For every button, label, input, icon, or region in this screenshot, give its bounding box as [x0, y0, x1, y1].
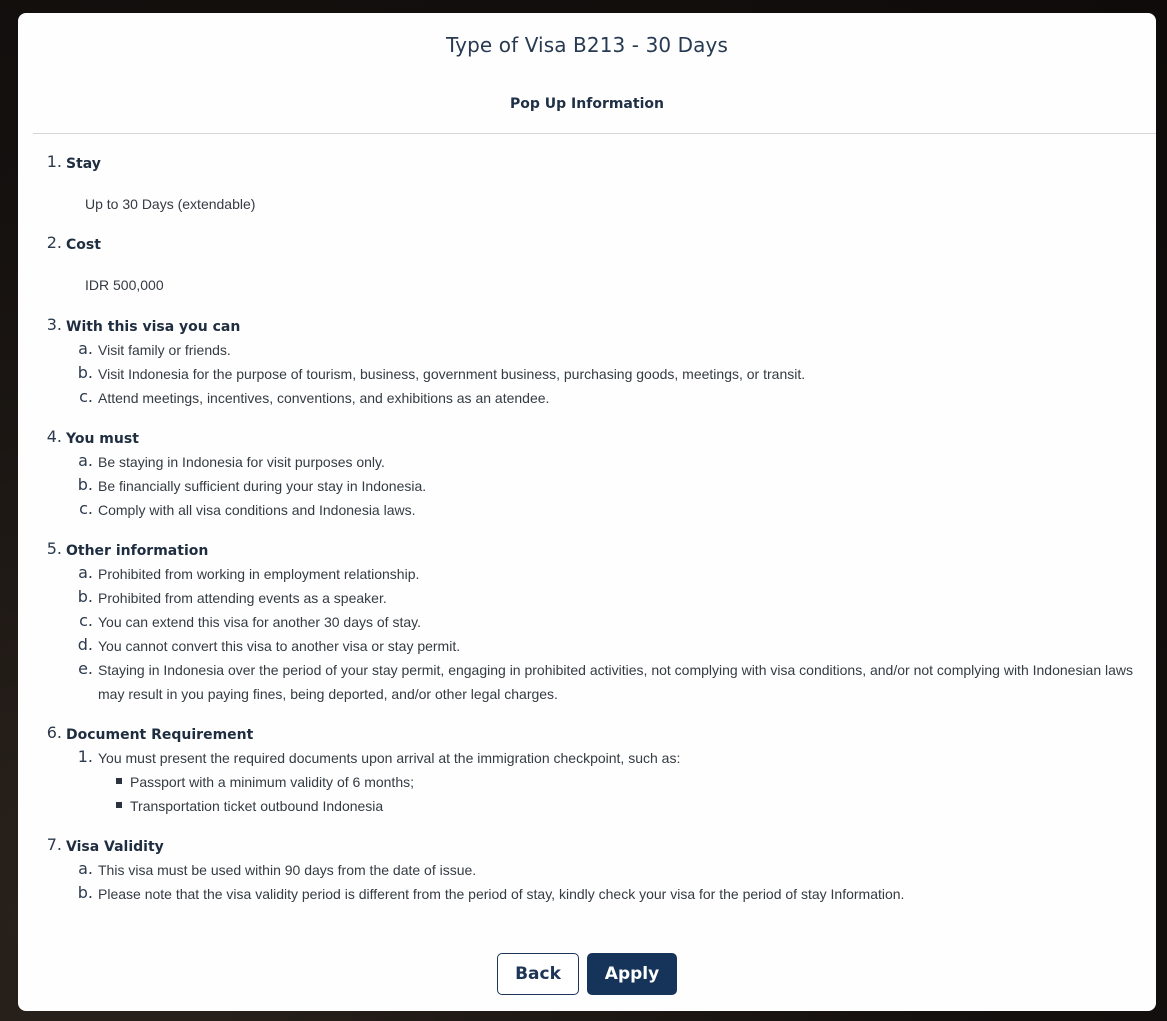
- section-number: 3.: [46, 315, 62, 334]
- list-item-marker: c.: [79, 387, 93, 406]
- list-item: Staying in Indonesia over the period of your stay permit, engaging in prohibited activities, not complying with visa conditions, and/or not complying with Indonesian laws may result in you paying fines, being deported, and/or other legal charges.: [98, 662, 1134, 702]
- list-item-marker: a.: [78, 859, 93, 878]
- document-item: Transportation ticket outbound Indonesia: [130, 798, 384, 814]
- stay-duration: Up to 30 Days (extendable): [85, 196, 256, 212]
- list-item: Be financially sufficient during your stay in Indonesia.: [98, 478, 427, 494]
- section-number: 7.: [46, 835, 62, 854]
- section-title-documents: Document Requirement: [66, 727, 254, 743]
- list-item: Visit family or friends.: [98, 342, 231, 358]
- back-button[interactable]: Back: [497, 953, 579, 995]
- list-item: Attend meetings, incentives, conventions, and exhibitions as an atendee.: [98, 390, 550, 406]
- header-divider: [33, 133, 1156, 134]
- modal-title: Type of Visa B213 - 30 Days: [445, 33, 728, 57]
- list-item-marker: a.: [78, 563, 93, 582]
- section-title-validity: Visa Validity: [66, 839, 164, 855]
- list-item-marker: e.: [78, 659, 93, 678]
- section-title-cost: Cost: [66, 237, 101, 253]
- section-number: 5.: [46, 539, 62, 558]
- visa-cost: IDR 500,000: [85, 277, 164, 293]
- list-item: Be staying in Indonesia for visit purposes only.: [98, 454, 385, 470]
- document-item: Passport with a minimum validity of 6 months;: [130, 774, 414, 790]
- section-title-stay: Stay: [66, 156, 101, 172]
- visa-info-modal: [18, 13, 1156, 1011]
- list-item: This visa must be used within 90 days from the date of issue.: [98, 862, 477, 878]
- list-item: Prohibited from attending events as a speaker.: [98, 590, 387, 606]
- list-item-marker: 1.: [77, 747, 93, 766]
- list-item: Please note that the visa validity period is different from the period of stay, kindly check your visa for the period of stay Information.: [98, 886, 905, 902]
- list-item: You must present the required documents upon arrival at the immigration checkpoint, such as:: [98, 750, 681, 766]
- list-item: Visit Indonesia for the purpose of tourism, business, government business, purchasing goods, meetings, or transit.: [98, 366, 806, 382]
- list-item-marker: b.: [77, 587, 93, 606]
- list-item: Prohibited from working in employment relationship.: [98, 566, 420, 582]
- list-item-marker: b.: [77, 475, 93, 494]
- bullet-marker: [116, 802, 122, 808]
- section-title-other-info: Other information: [66, 543, 209, 559]
- list-item-marker: a.: [78, 339, 93, 358]
- list-item: You can extend this visa for another 30 days of stay.: [98, 614, 421, 630]
- list-item-marker: a.: [78, 451, 93, 470]
- section-title-visa-can: With this visa you can: [66, 319, 241, 335]
- list-item-marker: d.: [77, 635, 93, 654]
- section-number: 6.: [46, 723, 62, 742]
- list-item: You cannot convert this visa to another visa or stay permit.: [98, 638, 461, 654]
- list-item: Comply with all visa conditions and Indonesia laws.: [98, 502, 416, 518]
- section-number: 2.: [46, 233, 62, 252]
- modal-subtitle: Pop Up Information: [510, 96, 664, 112]
- list-item-marker: b.: [77, 883, 93, 902]
- section-title-you-must: You must: [66, 431, 139, 447]
- list-item-marker: b.: [77, 363, 93, 382]
- list-item-marker: c.: [79, 611, 93, 630]
- section-number: 4.: [46, 427, 62, 446]
- bullet-marker: [116, 778, 122, 784]
- list-item-marker: c.: [79, 499, 93, 518]
- section-number: 1.: [46, 152, 62, 171]
- apply-button[interactable]: Apply: [587, 953, 677, 995]
